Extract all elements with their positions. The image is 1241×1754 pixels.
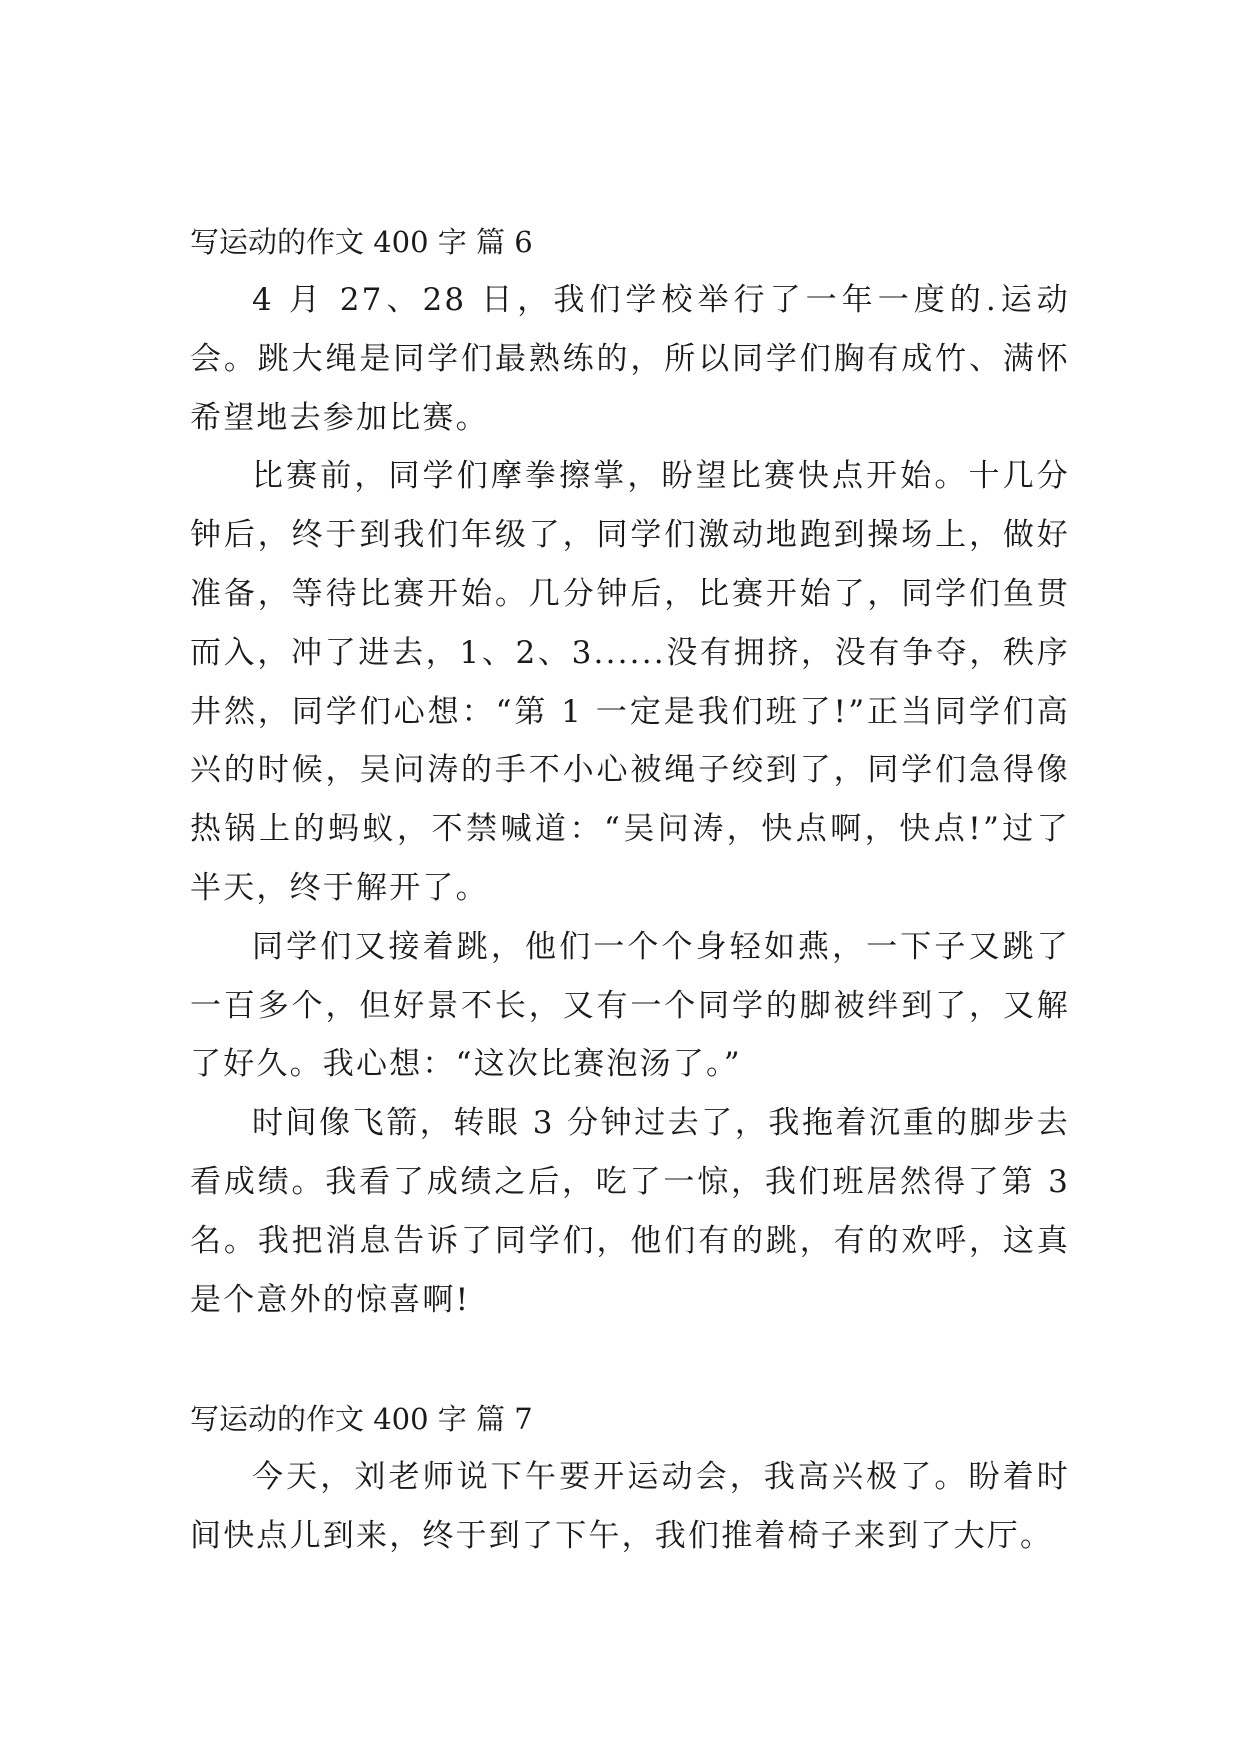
paragraph: 今天，刘老师说下午要开运动会，我高兴极了。盼着时间快点儿到来，终于到了下午，我们推着椅子来到了大厅。 xyxy=(190,1459,1070,1554)
paragraph: 时间像飞箭，转眼 3 分钟过去了，我拖着沉重的脚步去看成绩。我看了成绩之后，吃了一惊，我们班居然得了第 3 名。我把消息告诉了同学们，他们有的跳，有的欢呼，这真是个意外的惊喜啊! xyxy=(190,1105,1070,1318)
paragraph: 同学们又接着跳，他们一个个身轻如燕，一下子又跳了一百多个，但好景不长，又有一个同学的脚被绊到了，又解了好久。我心想：“这次比赛泡汤了。” xyxy=(190,928,1070,1083)
section-heading: 写运动的作文 400 字 篇 7 xyxy=(190,1402,533,1436)
paragraph: 4 月 27、28 日，我们学校举行了一年一度的.运动会。跳大绳是同学们最熟练的，所以同学们胸有成竹、满怀希望地去参加比赛。 xyxy=(190,282,1070,436)
essay-section-7 xyxy=(190,1390,1070,1566)
essay-section-6 xyxy=(190,213,1070,1329)
section-heading: 写运动的作文 400 字 篇 6 xyxy=(190,225,533,259)
paragraph: 比赛前，同学们摩拳擦掌，盼望比赛快点开始。十几分钟后，终于到我们年级了，同学们激动地跑到操场上，做好准备，等待比赛开始。几分钟后，比赛开始了，同学们鱼贯而入，冲了进去，1、2、3......没有拥挤，没有争夺，秩序井然，同学们心想：“第 1 一定是我们班了!”正当同学们高兴的时候，吴问涛的手不小心被绳子绞到了，同学们急得像热锅上的蚂蚁，不禁喊道：“吴问涛，快点啊，快点!”过了半天，终于解开了。 xyxy=(190,458,1070,906)
